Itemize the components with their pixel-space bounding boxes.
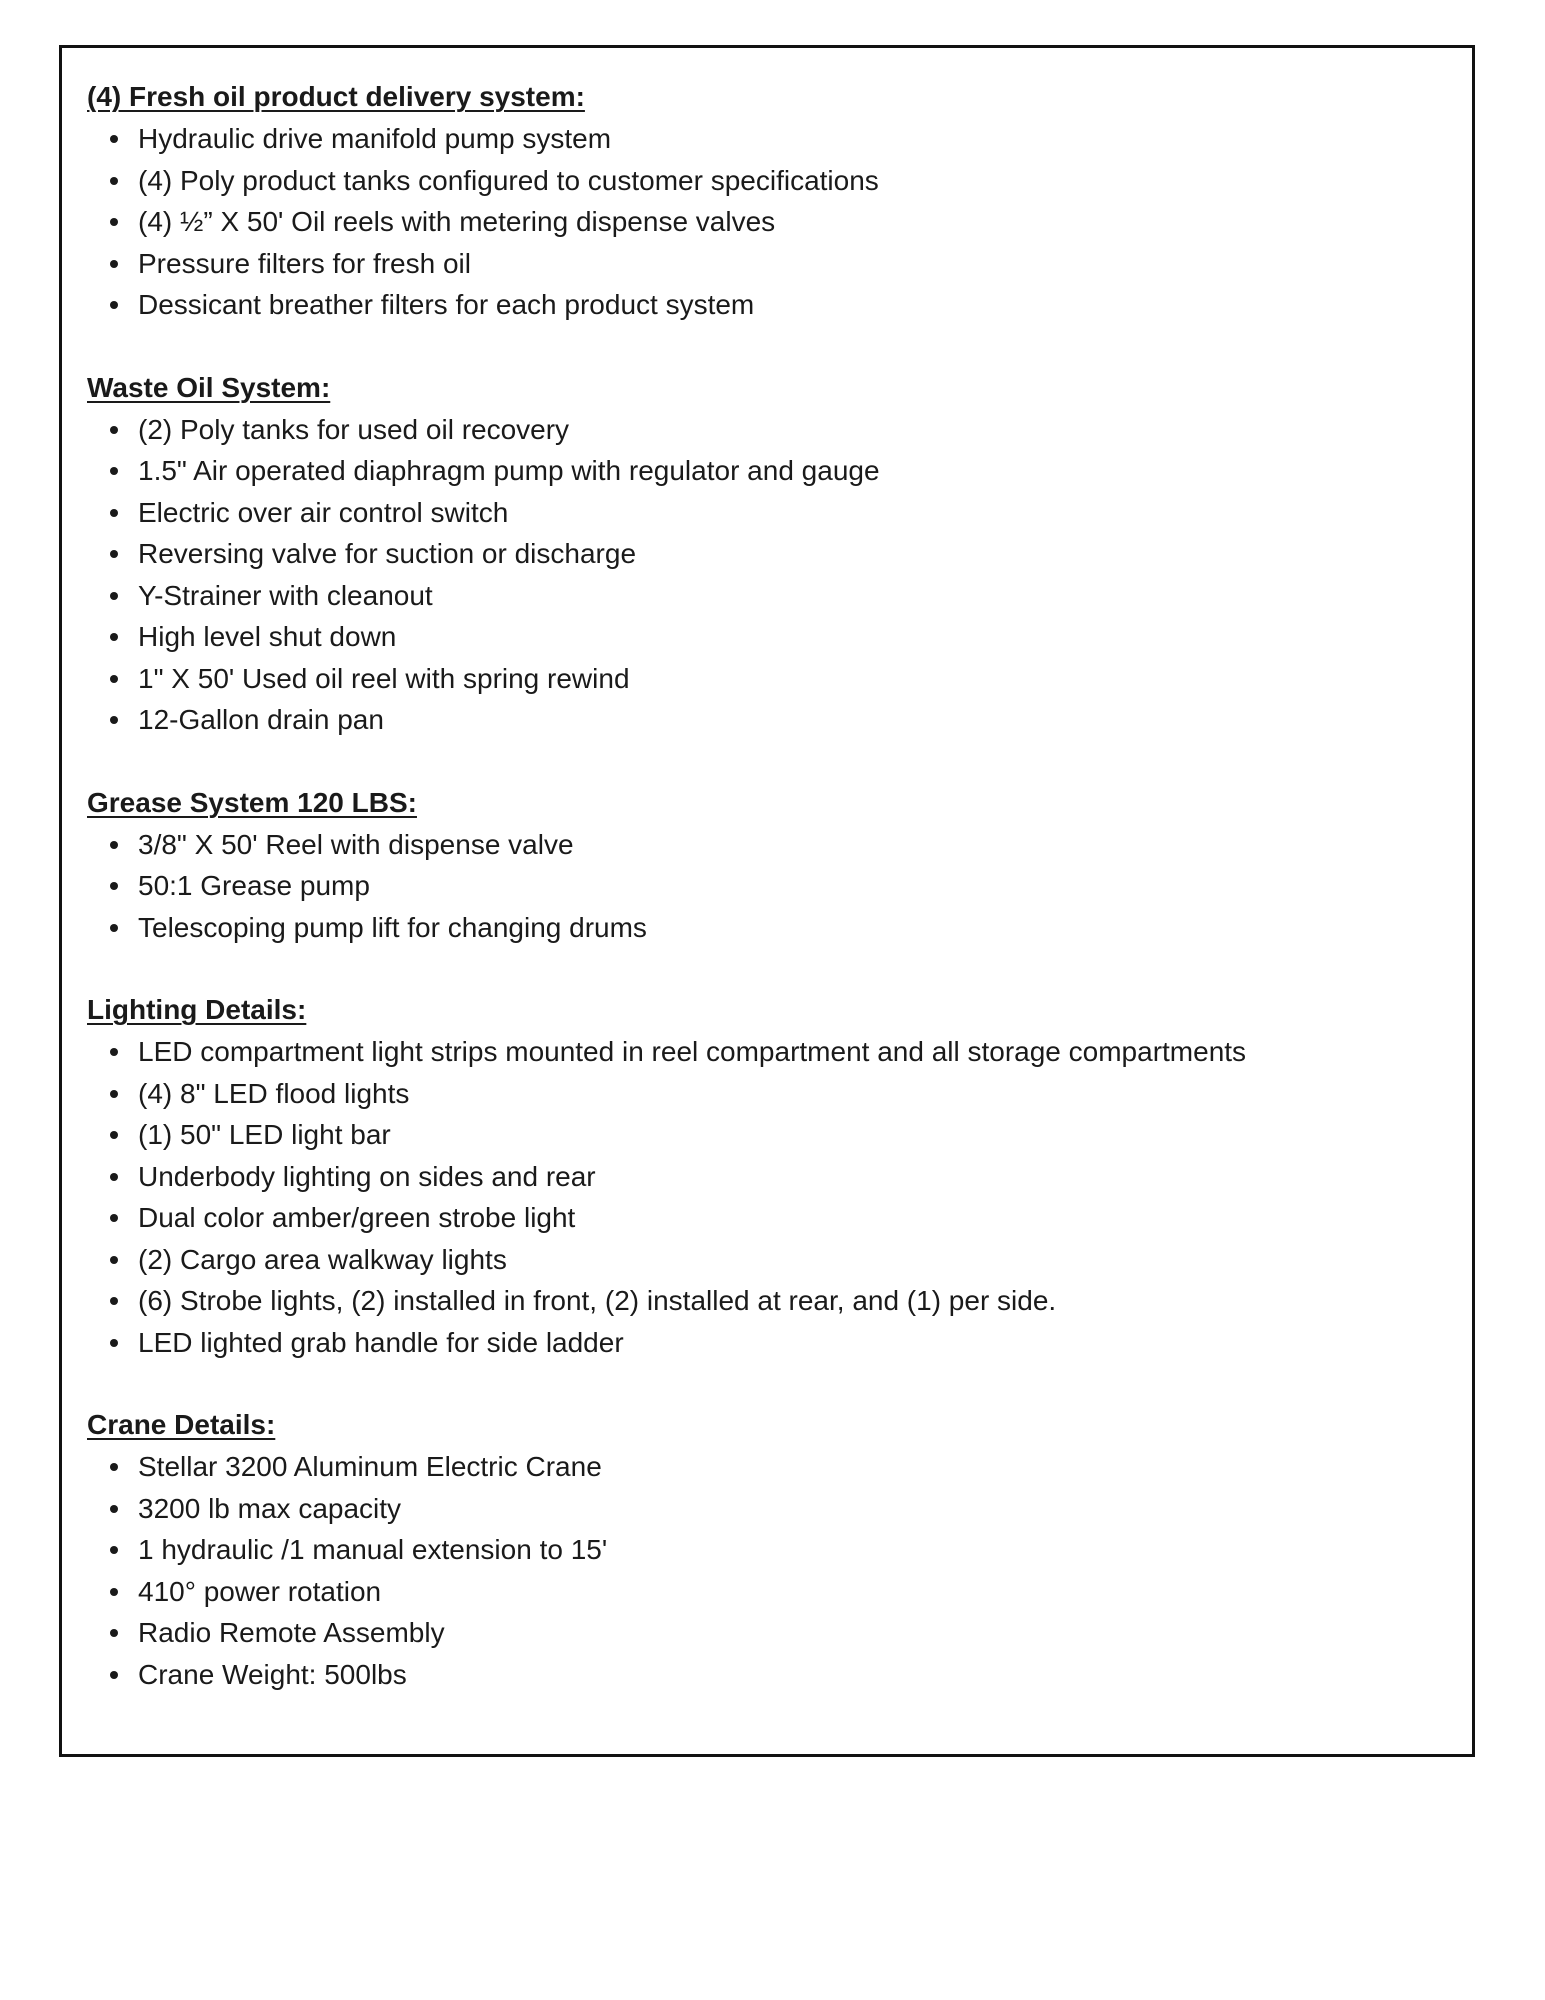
list-item xyxy=(87,658,1447,700)
section-heading: Crane Details: xyxy=(87,1409,276,1440)
list-item xyxy=(87,1156,1447,1198)
item-text: (4) ½” X 50' Oil reels with metering dispense valves xyxy=(138,206,776,237)
item-text: Crane Weight: 500lbs xyxy=(138,1658,407,1690)
item-text: 1" X 50' Used oil reel with spring rewind xyxy=(138,662,630,694)
bullet-icon xyxy=(110,1546,118,1554)
list-item xyxy=(87,1197,1447,1239)
list-item xyxy=(87,699,1447,741)
bullet-icon xyxy=(110,509,118,517)
list-item xyxy=(87,118,1447,160)
bullet-icon xyxy=(110,550,118,558)
item-list xyxy=(87,118,1447,326)
item-text: Electric over air control switch xyxy=(138,496,509,528)
list-item xyxy=(87,201,1447,243)
list-item xyxy=(87,907,1447,949)
item-text: 1 hydraulic /1 manual extension to 15' xyxy=(138,1534,608,1565)
item-text: Dual color amber/green strobe light xyxy=(138,1202,576,1233)
list-item xyxy=(87,575,1447,617)
bullet-icon xyxy=(110,675,118,683)
item-text: (4) 8" LED flood lights xyxy=(138,1077,410,1109)
list-item xyxy=(87,1446,1447,1488)
list-item xyxy=(87,1322,1447,1364)
list-item xyxy=(87,1073,1447,1115)
list-item xyxy=(87,1529,1447,1571)
item-text: High level shut down xyxy=(138,621,397,652)
list-item xyxy=(87,450,1447,492)
item-text: 3/8" X 50' Reel with dispense valve xyxy=(138,828,574,860)
section-heading: Lighting Details: xyxy=(87,994,307,1025)
bullet-icon xyxy=(110,1256,118,1264)
bullet-icon xyxy=(110,426,118,434)
bullet-icon xyxy=(110,1173,118,1181)
list-item xyxy=(87,1280,1447,1322)
bullet-icon xyxy=(110,1297,118,1305)
bullet-icon xyxy=(110,592,118,600)
list-item xyxy=(87,616,1447,658)
item-list xyxy=(87,1446,1447,1695)
bullet-icon xyxy=(110,260,118,268)
item-text: 410° power rotation xyxy=(138,1575,382,1607)
list-item xyxy=(87,492,1447,534)
item-text: Telescoping pump lift for changing drums xyxy=(138,911,647,943)
item-text: Hydraulic drive manifold pump system xyxy=(138,123,612,154)
item-text: (1) 50" LED light bar xyxy=(138,1119,391,1150)
bullet-icon xyxy=(110,882,118,890)
item-text: 12-Gallon drain pan xyxy=(138,704,384,735)
section-fresh-oil xyxy=(87,76,1447,326)
section-grease-system xyxy=(87,782,1447,949)
bullet-icon xyxy=(110,1463,118,1471)
bullet-icon xyxy=(110,716,118,724)
item-text: LED compartment light strips mounted in reel compartment and all storage compartments xyxy=(138,1036,1247,1067)
list-item xyxy=(87,1612,1447,1654)
item-list xyxy=(87,824,1447,949)
section-waste-oil xyxy=(87,367,1447,741)
list-item xyxy=(87,284,1447,326)
item-text: 3200 lb max capacity xyxy=(138,1492,402,1524)
item-text: Reversing valve for suction or discharge xyxy=(138,538,637,569)
item-list xyxy=(87,1031,1447,1363)
item-text: Stellar 3200 Aluminum Electric Crane xyxy=(138,1451,602,1482)
list-item xyxy=(87,243,1447,285)
list-item xyxy=(87,160,1447,202)
bullet-icon xyxy=(110,177,118,185)
item-list xyxy=(87,409,1447,741)
item-text: Radio Remote Assembly xyxy=(138,1617,445,1648)
bullet-icon xyxy=(110,218,118,226)
item-text: 1.5" Air operated diaphragm pump with regulator and gauge xyxy=(138,455,880,486)
section-heading: Grease System 120 LBS: xyxy=(87,786,417,818)
section-heading: Waste Oil System: xyxy=(87,371,331,403)
list-item xyxy=(87,1239,1447,1281)
list-item xyxy=(87,824,1447,866)
bullet-icon xyxy=(110,467,118,475)
bullet-icon xyxy=(110,1090,118,1098)
bullet-icon xyxy=(110,1048,118,1056)
bullet-icon xyxy=(110,1671,118,1679)
bullet-icon xyxy=(110,841,118,849)
item-text: LED lighted grab handle for side ladder xyxy=(138,1326,624,1358)
bullet-icon xyxy=(110,633,118,641)
item-text: (6) Strobe lights, (2) installed in front, (2) installed at rear, and (1) per side. xyxy=(138,1285,1057,1316)
list-item xyxy=(87,409,1447,451)
list-item xyxy=(87,533,1447,575)
bullet-icon xyxy=(110,1339,118,1347)
bullet-icon xyxy=(110,301,118,309)
item-text: Pressure filters for fresh oil xyxy=(138,247,471,279)
section-heading: (4) Fresh oil product delivery system: xyxy=(87,81,585,112)
spec-sheet-box xyxy=(59,45,1475,1757)
item-text: (4) Poly product tanks configured to customer specifications xyxy=(138,164,879,196)
item-text: Underbody lighting on sides and rear xyxy=(138,1160,596,1192)
list-item xyxy=(87,1571,1447,1613)
item-text: (2) Cargo area walkway lights xyxy=(138,1243,507,1275)
bullet-icon xyxy=(110,1588,118,1596)
list-item xyxy=(87,1031,1447,1073)
bullet-icon xyxy=(110,1131,118,1139)
bullet-icon xyxy=(110,1505,118,1513)
bullet-icon xyxy=(110,1629,118,1637)
bullet-icon xyxy=(110,924,118,932)
list-item xyxy=(87,1114,1447,1156)
item-text: 50:1 Grease pump xyxy=(138,870,370,901)
bullet-icon xyxy=(110,135,118,143)
section-crane xyxy=(87,1404,1447,1695)
list-item xyxy=(87,865,1447,907)
section-lighting xyxy=(87,989,1447,1363)
item-text: Dessicant breather filters for each product system xyxy=(138,289,755,320)
item-text: (2) Poly tanks for used oil recovery xyxy=(138,413,570,445)
list-item xyxy=(87,1654,1447,1696)
item-text: Y-Strainer with cleanout xyxy=(138,579,433,611)
bullet-icon xyxy=(110,1214,118,1222)
list-item xyxy=(87,1488,1447,1530)
